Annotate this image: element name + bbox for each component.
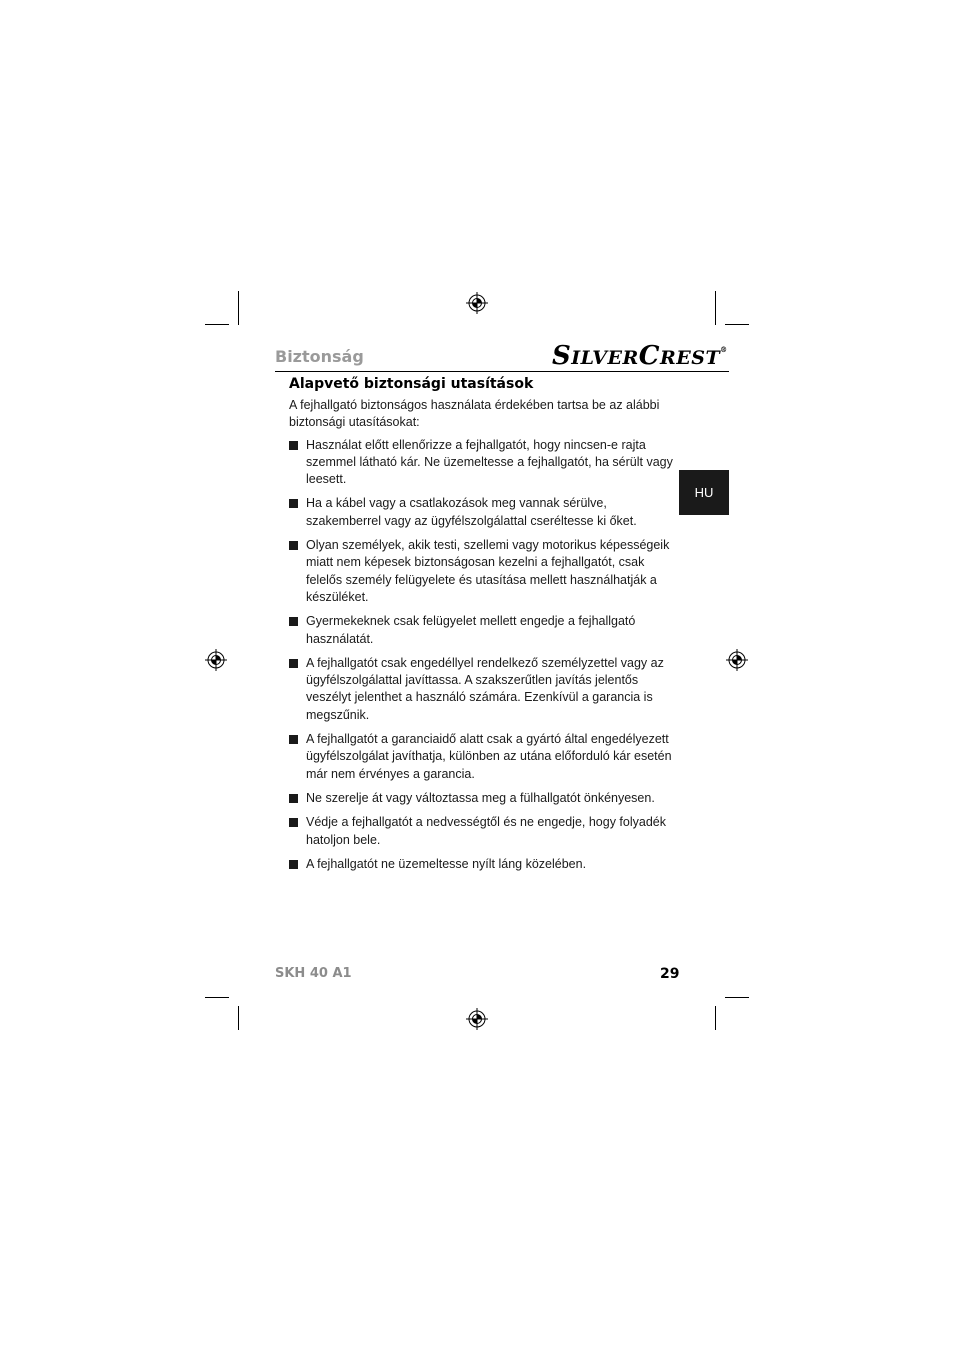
registration-mark-icon [205,649,227,671]
crop-mark-bottom-left-horizontal [205,997,229,998]
square-bullet-icon [289,499,298,508]
registration-mark-icon [726,649,748,671]
square-bullet-icon [289,794,298,803]
list-item: A fejhallgatót csak engedéllyel rendelkező személyzettel vagy az ügyfélszolgálattal javíttassa. A szakszerűtlen javítás jelentős veszélyt jelenthet a használó számára. Ezenkívül a garancia is megszűnik. [289,655,679,724]
square-bullet-icon [289,860,298,869]
intro-paragraph: A fejhallgató biztonságos használata érdekében tartsa be az alábbi biztonsági utasításokat: [289,398,660,430]
square-bullet-icon [289,818,298,827]
square-bullet-icon [289,441,298,450]
list-item: Ha a kábel vagy a csatlakozások meg vannak sérülve, szakemberrel vagy az ügyfélszolgálattal cseréltesse ki őket. [289,495,679,530]
header-divider [275,371,729,372]
language-tab: HU [679,470,729,515]
list-item: Ne szerelje át vagy változtassa meg a fülhallgatót önkényesen. [289,790,679,807]
crop-mark-top-right-horizontal [725,324,749,325]
square-bullet-icon [289,617,298,626]
safety-list [289,437,679,874]
brand-logo: SILVERCREST® [552,341,728,371]
list-item: Gyermekeknek csak felügyelet mellett engedje a fejhallgató használatát. [289,613,679,648]
crop-mark-bottom-right-vertical [715,1006,716,1030]
crop-mark-top-left-vertical [238,291,239,325]
list-item: Védje a fejhallgatót a nedvességtől és ne engedje, hogy folyadék hatoljon bele. [289,814,679,849]
crop-mark-top-left-horizontal [205,324,229,325]
page-number: 29 [660,966,680,982]
crop-mark-bottom-left-vertical [238,1006,239,1030]
footer-model: SKH 40 A1 [275,966,352,981]
safety-section [289,376,679,880]
list-item: Használat előtt ellenőrizze a fejhallgatót, hogy nincsen-e rajta szemmel látható kár. Ne üzemeltesse a fejhallgatót, ha sérült vagy leesett. [289,437,679,489]
subheading: Alapvető biztonsági utasítások [289,376,534,392]
section-title: Biztonság [275,347,364,366]
square-bullet-icon [289,735,298,744]
list-item: A fejhallgatót a garanciaidő alatt csak a gyártó által engedélyezett ügyfélszolgálat javíthatja, különben az utána előforduló kár esetén már nem érvényes a garancia. [289,731,679,783]
registration-mark-icon [466,1008,488,1030]
crop-mark-top-right-vertical [715,291,716,325]
crop-mark-bottom-right-horizontal [725,997,749,998]
registration-mark-icon [466,292,488,314]
list-item: A fejhallgatót ne üzemeltesse nyílt láng közelében. [289,856,679,873]
list-item: Olyan személyek, akik testi, szellemi vagy motorikus képességeik miatt nem képesek biztonságosan kezelni a fejhallgatót, csak felelős személy felügyelete és utasítása mellett használhatják a készüléket. [289,537,679,606]
square-bullet-icon [289,659,298,668]
square-bullet-icon [289,541,298,550]
